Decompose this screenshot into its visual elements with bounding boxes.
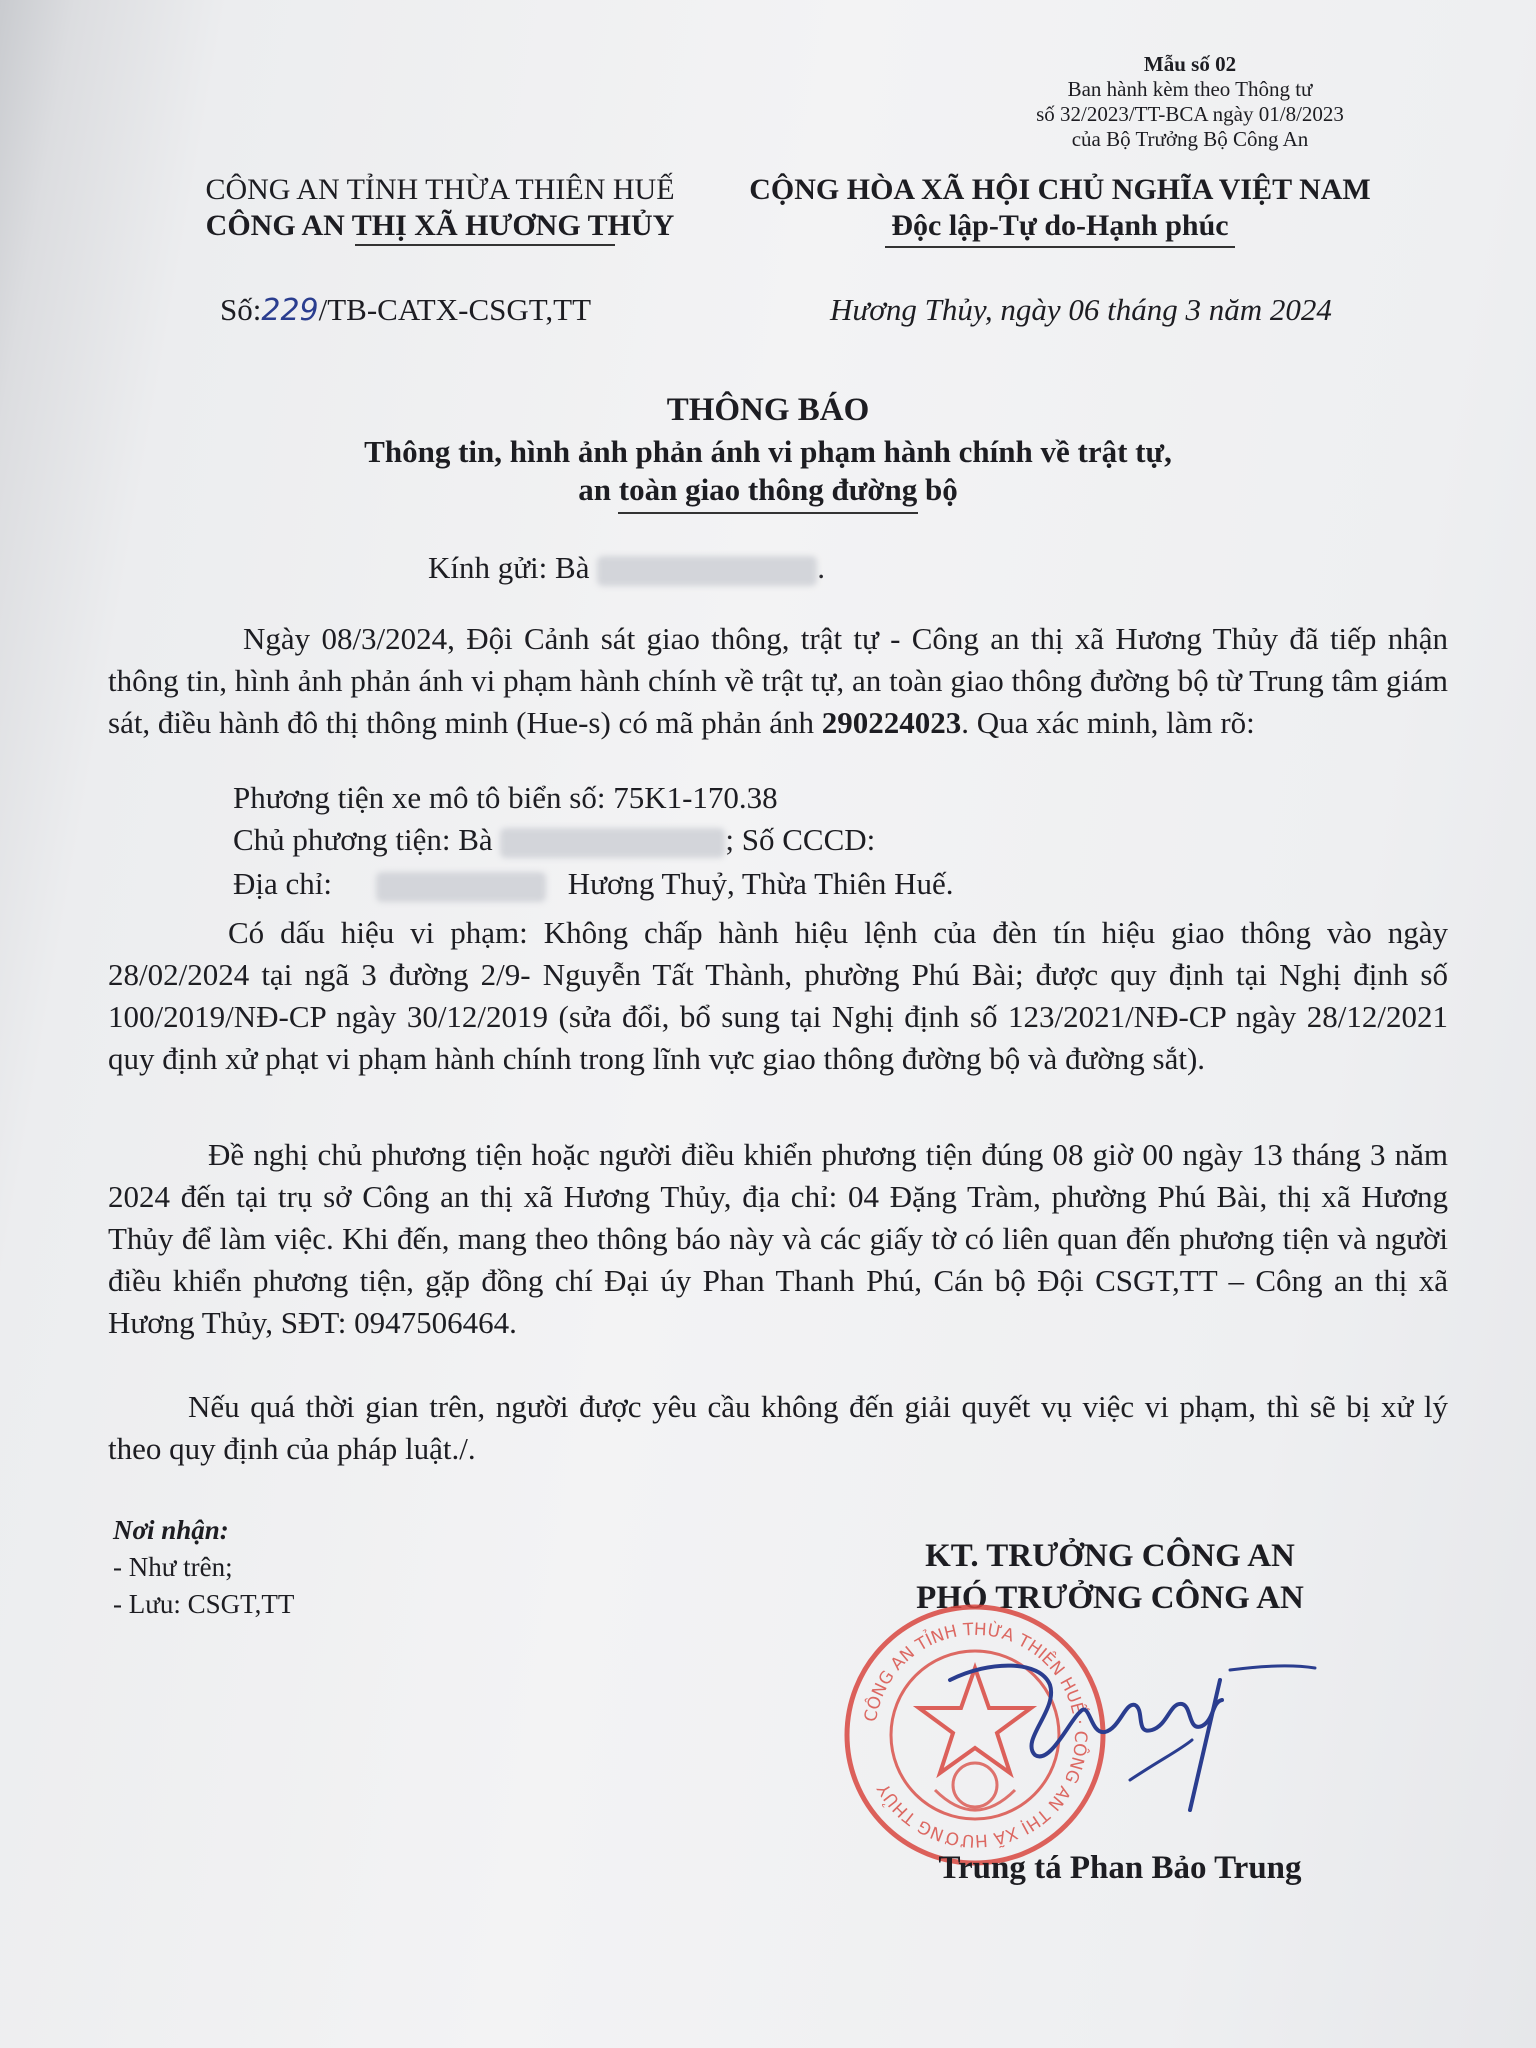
redacted-address — [376, 872, 546, 902]
motto-underline — [885, 246, 1235, 248]
redacted-owner — [500, 828, 725, 858]
document-title: THÔNG BÁO — [666, 392, 870, 428]
owner-prefix: Chủ phương tiện: Bà — [233, 822, 493, 857]
doc-number-prefix: Số: — [220, 292, 262, 327]
greeting-suffix: . — [817, 550, 825, 585]
agency-parent: CÔNG AN TỈNH THỪA THIÊN HUẾ — [205, 173, 675, 206]
paragraph-received — [108, 618, 1448, 744]
paragraph-violation: Có dấu hiệu vi phạm: Không chấp hành hiệu lệnh của đèn tín hiệu giao thông vào ngày 28/02/2024 tại ngã 3 đường 2/9- Nguyễn Tất Thành, phường Phú Bài; được quy định tại Nghị định số 100/2019/NĐ-CP ngày 30/12/2019 (sửa đổi, bổ sung tại Nghị định số 123/2021/NĐ-CP ngày 28/12/2021 quy định xử phạt vi phạm hành chính trong lĩnh vực giao thông đường bộ và đường sắt). — [108, 915, 1448, 1076]
greeting-prefix: Kính gửi: Bà — [428, 550, 590, 585]
document-subtitle-2 — [0, 472, 1536, 514]
report-code: 290224023 — [821, 705, 962, 740]
document-subtitle-1: Thông tin, hình ảnh phản ánh vi phạm hành chính về trật tự, — [364, 434, 1172, 469]
redacted-name — [597, 556, 817, 586]
agency-unit: CÔNG AN THỊ XÃ HƯƠNG THỦY — [205, 209, 675, 242]
para1-after: . Qua xác minh, làm rõ: — [961, 705, 1255, 740]
place-date: Hương Thủy, ngày 06 tháng 3 năm 2024 — [830, 292, 1332, 327]
recipients — [113, 1512, 294, 1623]
recipients-label: Nơi nhận: — [113, 1515, 229, 1545]
address-suffix: Hương Thuỷ, Thừa Thiên Huế. — [567, 866, 954, 901]
greeting — [428, 550, 825, 586]
form-authority: của Bộ Trưởng Bộ Công An — [1071, 127, 1309, 151]
recipient-1: - Như trên; — [113, 1552, 233, 1582]
subtitle-2-text: an toàn giao thông đường bộ — [578, 472, 958, 507]
form-reference — [960, 52, 1420, 152]
national-header — [720, 172, 1400, 248]
form-number: Mẫu số 02 — [1143, 52, 1237, 76]
owner-suffix: ; Số CCCD: — [725, 822, 876, 857]
para1-text: Ngày 08/3/2024, Đội Cảnh sát giao thông, trật tự - Công an thị xã Hương Thủy đã tiếp nhận thông tin, hình ảnh phản ánh vi phạm hành chính về trật tự, an toàn giao thông đường bộ từ Trung tâm giám sát, điều hành đô thị thông minh (Hue-s) có mã phản ánh — [108, 621, 1448, 740]
agency-header — [170, 172, 710, 246]
title-underline — [618, 512, 918, 514]
vehicle-owner-line — [233, 822, 875, 858]
recipient-2: - Lưu: CSGT,TT — [113, 1589, 295, 1619]
paragraph-request: Đề nghị chủ phương tiện hoặc người điều khiển phương tiện đúng 08 giờ 00 ngày 13 tháng 3 năm 2024 đến tại trụ sở Công an thị xã Hương Thủy, địa chỉ: 04 Đặng Tràm, phường Phú Bài, thị xã Hương Thủy để làm việc. Khi đến, mang theo thông báo này và các giấy tờ có liên quan đến phương tiện và người điều khiển phương tiện, gặp đồng chí Đại úy Phan Thanh Phú, Cán bộ Đội CSGT,TT – Công an thị xã Hương Thủy, SĐT: 0947506464. — [108, 1137, 1448, 1340]
nation-motto: Độc lập-Tự do-Hạnh phúc — [891, 209, 1229, 242]
address-prefix: Địa chỉ: — [233, 866, 332, 901]
signer-name: Trung tá Phan Bảo Trung — [938, 1850, 1302, 1886]
nation-name: CỘNG HÒA XÃ HỘI CHỦ NGHĨA VIỆT NAM — [749, 173, 1371, 206]
doc-number-handwritten: 229 — [261, 293, 319, 328]
document-number — [220, 292, 591, 328]
signature-title-1: KT. TRƯỞNG CÔNG AN — [925, 1538, 1295, 1574]
vehicle-address-line — [233, 866, 954, 902]
seal-ring-text: CÔNG AN TỈNH THỪA THIÊN HUẾ · CÔNG AN THỊ XÃ HƯƠNG THỦY — [860, 1619, 1091, 1851]
form-issued-with: Ban hành kèm theo Thông tư — [1067, 77, 1313, 101]
vehicle-plate-line: Phương tiện xe mô tô biển số: 75K1-170.38 — [233, 780, 778, 815]
form-circular: số 32/2023/TT-BCA ngày 01/8/2023 — [1036, 102, 1344, 126]
agency-underline — [355, 244, 615, 246]
handwritten-signature — [930, 1640, 1320, 1830]
paragraph-warning: Nếu quá thời gian trên, người được yêu cầu không đến giải quyết vụ việc vi phạm, thì sẽ bị xử lý theo quy định của pháp luật./. — [108, 1389, 1448, 1466]
signature-title-2: PHÓ TRƯỞNG CÔNG AN — [916, 1580, 1304, 1616]
doc-number-suffix: /TB-CATX-CSGT,TT — [318, 292, 592, 327]
